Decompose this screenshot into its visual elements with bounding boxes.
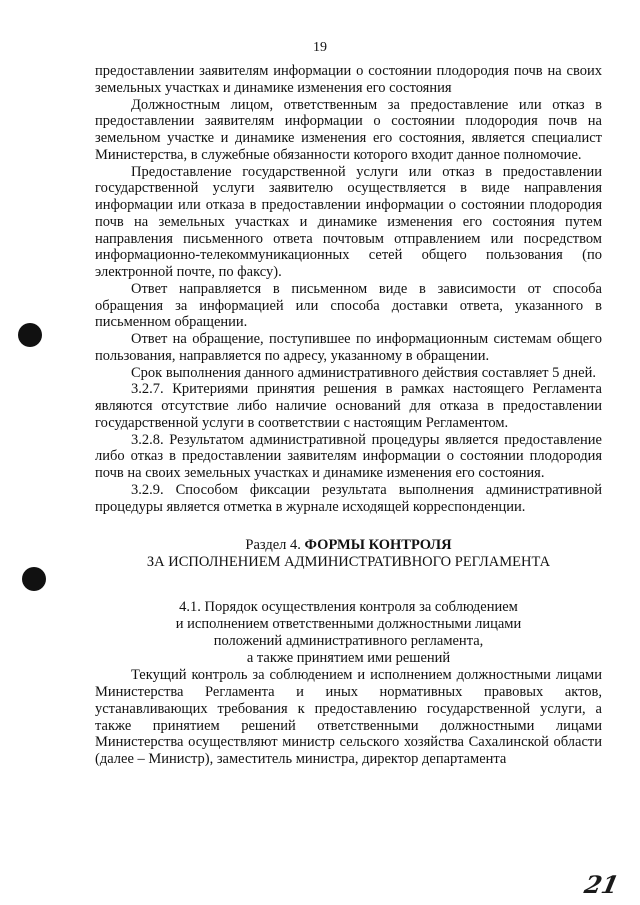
handwritten-page-mark: 21 (581, 870, 622, 899)
paragraph: Текущий контроль за соблюдением и исполнением должностными лицами Министерства Регламента и иных нормативных правовых актов, устанавливающих требования к предоставлению государственной услуги, а также принятием решений ответственными должностными лицами Министерства осуществляют министр сельского хозяйства Сахалинской области (далее – Министр), заместитель министра, директор департамента (95, 667, 602, 767)
section-heading (95, 537, 602, 571)
subsection-line: а также принятием ими решений (246, 650, 451, 667)
subsection-heading (95, 599, 602, 667)
section-prefix: Раздел 4. (245, 537, 305, 554)
paragraph: Срок выполнения данного административного действия составляет 5 дней. (131, 364, 596, 381)
page-number: 19 (313, 40, 327, 55)
punch-hole (18, 323, 42, 347)
paragraph: Предоставление государственной услуги или отказ в предоставлении государственной услуги заявителю осуществляется в виде направления информации или отказа в предоставлении информации о состоянии плодородия почв на земельных участках и динамике изменения его состояния путем направления письменного ответа почтовым отправлением или посредством информационно-телекоммуникационных сетей общего пользования (по электронной почте, по факсу). (95, 163, 602, 280)
paragraph: Ответ на обращение, поступившее по информационным системам общего пользования, направляется по адресу, указанному в обращении. (95, 331, 602, 364)
section-title: ФОРМЫ КОНТРОЛЯ (304, 537, 452, 554)
paragraph: 3.2.7. Критериями принятия решения в рамках настоящего Регламента являются отсутствие либо наличие оснований для отказа в предоставлении государственной услуги в соответствии с настоящим Регламентом. (95, 381, 602, 431)
subsection-line: положений административного регламента, (213, 633, 484, 650)
section-title-line2: ЗА ИСПОЛНЕНИЕМ АДМИНИСТРАТИВНОГО РЕГЛАМЕНТА (146, 554, 551, 571)
paragraph: предоставлении заявителям информации о состоянии плодородия почв на своих земельных участках и динамике изменения его состояния (95, 63, 602, 96)
subsection-line: 4.1. Порядок осуществления контроля за соблюдением (179, 599, 518, 616)
paragraph: 3.2.8. Результатом административной процедуры является предоставление либо отказ в предоставлении заявителям информации о состоянии плодородия почв на своих земельных участках и динамике изменения его состояния. (95, 431, 602, 481)
paragraph: Должностным лицом, ответственным за предоставление или отказ в предоставлении заявителям информации о состоянии плодородия почв на земельном участке и динамике изменения его состояния, является специалист Министерства, в служебные обязанности которого входит данное полномочие. (95, 96, 602, 163)
subsection-line: и исполнением ответственными должностными лицами (175, 616, 522, 633)
punch-hole (22, 567, 46, 591)
document-body (95, 63, 602, 768)
paragraph: 3.2.9. Способом фиксации результата выполнения административной процедуры является отметка в журнале исходящей корреспонденции. (95, 481, 602, 515)
paragraph: Ответ направляется в письменном виде в зависимости от способа обращения за информацией или способа доставки ответа, указанного в письменном обращении. (95, 280, 602, 331)
